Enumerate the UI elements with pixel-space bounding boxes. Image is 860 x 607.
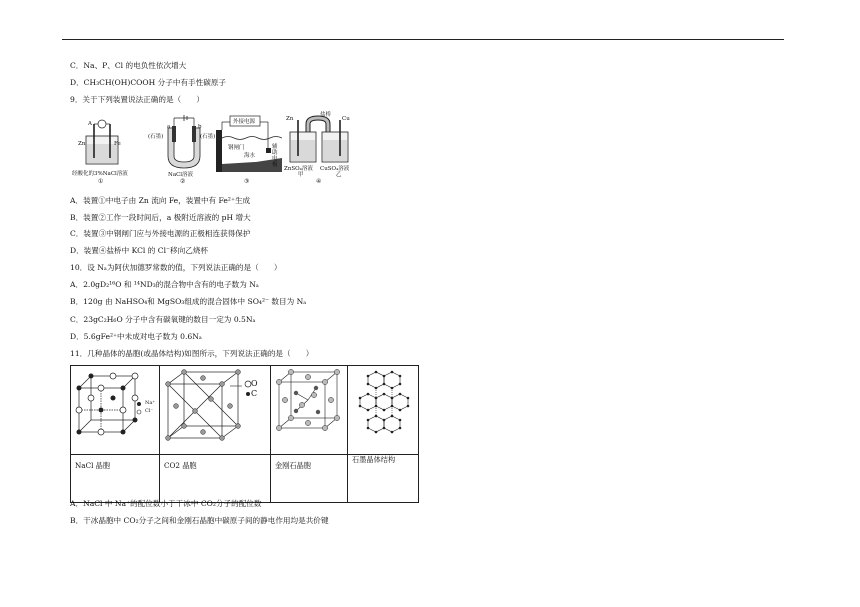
header-rule [62, 39, 784, 40]
q9-figures [74, 114, 364, 190]
na-legend: Na⁺ [145, 400, 155, 406]
zn-label: Zn [78, 141, 86, 147]
nacl-label-cell [71, 455, 160, 503]
yi-label: 乙 [336, 172, 342, 178]
figure-3 [216, 114, 282, 185]
graphite-label: 石墨晶体结构 [352, 455, 396, 464]
co2-label-cell [160, 455, 271, 503]
sea-label: 海水 [244, 153, 256, 159]
cl-legend: Cl⁻ [145, 408, 154, 414]
figure-4-number: ④ [316, 178, 322, 185]
figure-1-caption: 经酸化的3%NaCl溶液 [72, 171, 128, 177]
question-9: 9．关于下列装置说法正确的是（ ） [70, 95, 204, 104]
figure-1 [72, 114, 134, 185]
cu-label: Cu [342, 116, 350, 122]
salt-bridge-label: 盐桥 [320, 112, 332, 118]
graphite-right: (石墨) [200, 134, 216, 140]
znso4-label: ZnSO₄溶液 [284, 166, 313, 172]
meter-label: A [88, 121, 92, 127]
figure-3-number: ③ [244, 178, 250, 185]
graphite-left: (石墨) [148, 134, 164, 140]
figure-2-number: ② [180, 178, 186, 185]
c-legend: C [251, 389, 258, 398]
q10-option-d: D．5.6gFe²⁺中未成对电子数为 0.6Nₐ [70, 332, 202, 341]
nacl-label: NaCl 晶胞 [75, 461, 111, 470]
figure-2-caption: NaCl溶液 [168, 172, 194, 178]
q10-option-b: B．120g 由 NaHSO₄和 MgSO₃组成的混合固体中 SO₄²⁻ 数目为 Nₐ [70, 297, 307, 306]
diamond-label-cell [271, 455, 348, 503]
figure-4 [284, 112, 354, 185]
b-label: b [198, 124, 202, 130]
a-label: a [167, 124, 171, 130]
power-label: 外接电源 [233, 119, 256, 125]
o-legend: O [251, 379, 258, 388]
aux-electrode-label: 辅助电极 [272, 144, 278, 168]
zn-label: Zn [286, 116, 294, 122]
q9-option-d: D．装置④盐桥中 KCl 的 Cl⁻移向乙烧杯 [70, 246, 209, 255]
gate-label: 钢闸门 [228, 145, 245, 151]
diamond-cell-image [271, 366, 348, 455]
question-11: 11．几种晶体的晶胞(或晶体结构)如图所示，下列说法正确的是（ ） [70, 349, 314, 358]
co2-label: CO2 晶胞 [164, 461, 197, 470]
q10-option-a: A．2.0gD₂¹⁶O 和 ¹⁴ND₃的混合物中含有的电子数为 Nₐ [70, 280, 259, 289]
figure-2 [148, 114, 216, 185]
graphite-cell-image [348, 366, 419, 455]
question-10: 10．设 Nₐ为阿伏加德罗常数的值，下列说法正确的是（ ） [70, 263, 282, 272]
option-d-prev: D．CH₃CH(OH)COOH 分子中有手性碳原子 [70, 78, 227, 87]
q9-option-a: A．装置①中电子由 Zn 流向 Fe，装置中有 Fe²⁺生成 [70, 196, 251, 205]
graphite-label-cell [348, 455, 419, 503]
q10-option-c: C．23gC₂H₆O 分子中含有碳氧键的数目一定为 0.5Nₐ [70, 315, 256, 324]
q11-option-a: A．NaCl 中 Na⁺的配位数小于干冰中 CO₂分子的配位数 [70, 499, 262, 508]
jia-label: 甲 [298, 172, 304, 178]
diamond-label: 金刚石晶胞 [275, 461, 311, 470]
q9-option-b: B．装置②工作一段时间后，a 极附近溶液的 pH 增大 [70, 213, 251, 222]
figure-1-number: ① [98, 178, 104, 185]
fe-label: Fe [114, 141, 121, 147]
option-c-prev: C．Na、P、Cl 的电负性依次增大 [70, 61, 187, 70]
q9-option-c: C．装置③中钢闸门应与外接电源的正极相连获得保护 [70, 229, 251, 238]
q11-option-b: B．干冰晶胞中 CO₂分子之间和金刚石晶胞中碳原子间的静电作用均是共价键 [70, 516, 329, 525]
cuso4-label: CuSO₄溶液 [320, 166, 350, 172]
crystal-table [70, 365, 419, 503]
